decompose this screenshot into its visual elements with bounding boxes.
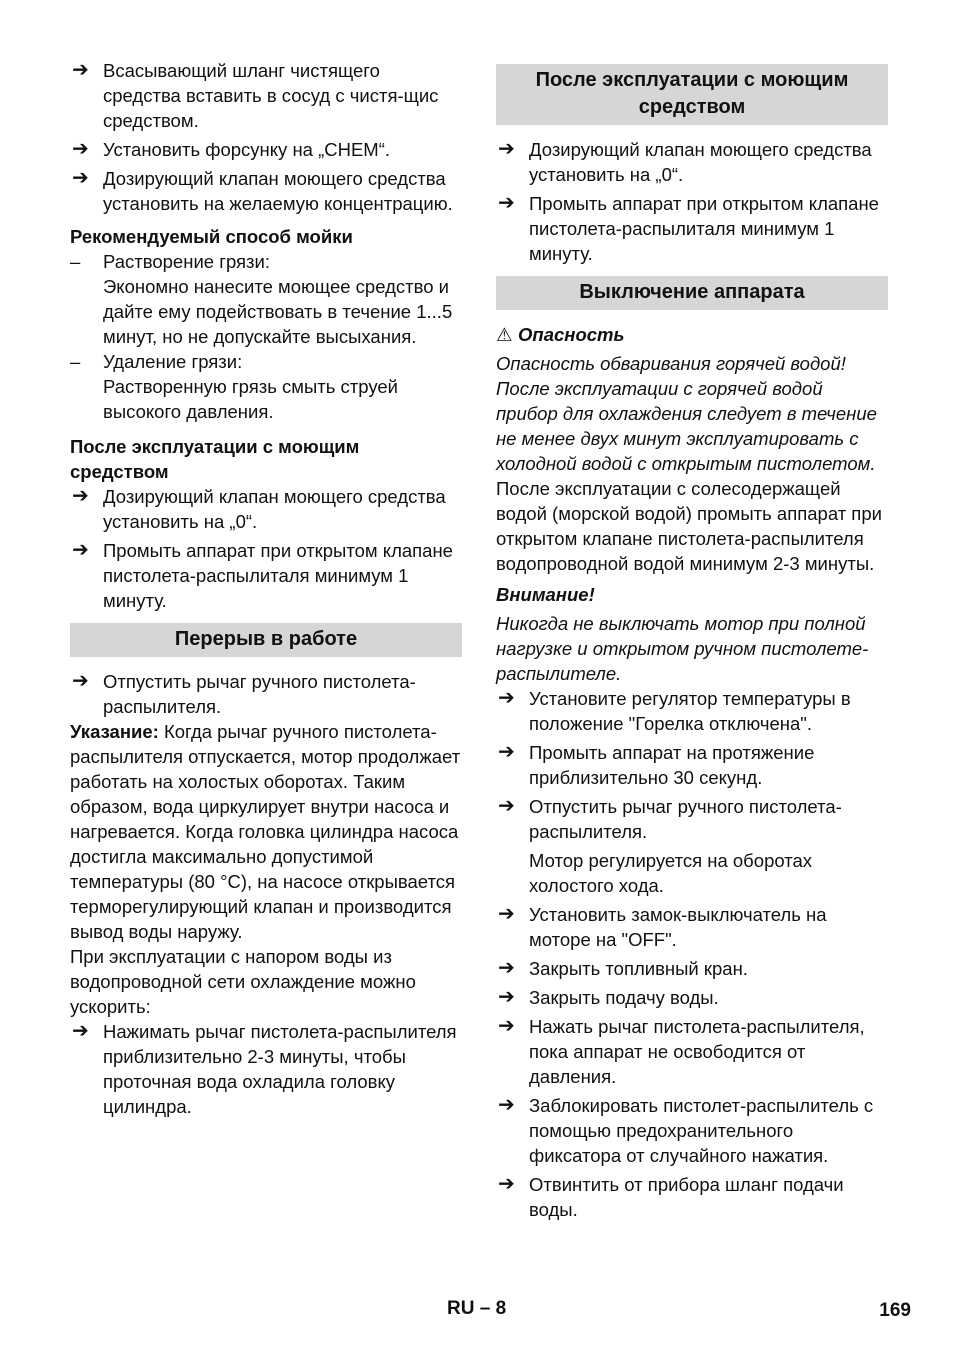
list-item: ➔ Установить замок-выключатель на моторе на "OFF". <box>498 903 827 950</box>
arrow-icon: ➔ <box>498 1094 515 1116</box>
list-item: ➔ Нажимать рычаг пистолета-распылителя приблизительно 2-3 минуты, чтобы проточная вода охладила головку цилиндра. <box>72 1020 457 1117</box>
list-item: ➔ Промыть аппарат при открытом клапане пистолета-распылиталя минимум 1 минуту. <box>498 192 879 264</box>
danger-text: Опасность обваривания горячей водой! После эксплуатации с горячей водой прибор для охлаждения следует в течение не менее двух минут эксплуатировать с холодной водой с открытым пистолетом. <box>496 353 877 474</box>
arrow-icon: ➔ <box>72 539 89 561</box>
list-item: ➔ Всасывающий шланг чистящего средства вставить в сосуд с чистя-щис средством. <box>72 59 439 131</box>
arrow-icon: ➔ <box>498 986 515 1008</box>
arrow-icon: ➔ <box>498 192 515 214</box>
list-item: ➔ Закрыть подачу воды. <box>498 986 719 1008</box>
arrow-icon: ➔ <box>498 687 515 709</box>
arrow-icon: ➔ <box>498 1015 515 1037</box>
list-item: ➔ Установите регулятор температуры в положение "Горелка отключена". <box>498 687 851 734</box>
list-item: ➔ Установить форсунку на „CHEM“. <box>72 138 391 160</box>
list-item: ➔ Отвинтить от прибора шланг подачи воды. <box>498 1173 844 1220</box>
arrow-icon: ➔ <box>72 138 89 160</box>
arrow-icon: ➔ <box>72 1020 89 1042</box>
attention-text: Никогда не выключать мотор при полной нагрузке и открытом ручном пистолете-распылителе. <box>496 613 869 684</box>
arrow-icon: ➔ <box>498 1173 515 1195</box>
list-item: ➔ Отпустить рычаг ручного пистолета-распылителя. <box>72 670 416 717</box>
cooling-paragraph: При эксплуатации с напором воды из водопроводной сети охлаждение можно ускорить: <box>70 946 416 1017</box>
note-paragraph: Указание: Когда рычаг ручного пистолета-распылителя отпускается, мотор продолжает работать на холостых оборотах. Таким образом, вода циркулирует внутри насоса и нагревается. Когда головка цилиндра насоса достигла максимально допустимой температуры (80 °C), на насосе открывается терморегулирующий клапан и производится вывод воды наружу. <box>70 721 461 942</box>
list-item: ➔ Заблокировать пистолет-распылитель с помощью предохранительного фиксатора от случайного нажатия. <box>498 1094 874 1166</box>
section-heading-break: Перерыв в работе <box>70 623 462 657</box>
left-column <box>70 58 462 1119</box>
arrow-icon: ➔ <box>72 167 89 189</box>
arrow-icon: ➔ <box>72 670 89 692</box>
dash-icon: – <box>70 351 81 372</box>
footer-language-page: RU – 8 <box>447 1298 507 1319</box>
list-item: ➔ Дозирующий клапан моющего средства установить на „0“. <box>498 138 872 185</box>
note-label: Указание: <box>70 721 159 742</box>
arrow-icon: ➔ <box>72 485 89 507</box>
attention-label: Внимание! <box>496 584 595 605</box>
step-description: Растворенную грязь смыть струей высокого давления. <box>103 376 399 422</box>
list-item: ➔ Нажать рычаг пистолета-распылителя, пока аппарат не освободится от давления. <box>498 1015 865 1087</box>
list-item: ➔ Дозирующий клапан моющего средства установить на желаемую концентрацию. <box>72 167 453 214</box>
step-description: Экономно нанесите моющее средство и дайте ему подействовать в течение 1...5 минут, но не допускайте высыхания. <box>103 276 453 347</box>
list-item: ➔ Промыть аппарат при открытом клапане пистолета-распылиталя минимум 1 минуту. <box>72 539 453 611</box>
warning-icon: ⚠ <box>496 324 513 345</box>
dash-icon: – <box>70 251 81 272</box>
arrow-icon: ➔ <box>498 903 515 925</box>
arrow-icon: ➔ <box>72 59 89 81</box>
motor-note: Мотор регулируется на оборотах холостого хода. <box>529 850 813 896</box>
arrow-icon: ➔ <box>498 795 515 817</box>
list-item: ➔ Закрыть топливный кран. <box>498 957 748 979</box>
list-item: ➔ Промыть аппарат на протяжение приблизительно 30 секунд. <box>498 741 815 788</box>
danger-heading: ⚠ Опасность <box>496 324 625 345</box>
wash-method-title: Рекомендуемый способ мойки <box>70 226 353 247</box>
list-item: ➔ Дозирующий клапан моющего средства установить на „0“. <box>72 485 446 532</box>
arrow-icon: ➔ <box>498 138 515 160</box>
right-column <box>496 64 888 1222</box>
list-item: – Удаление грязи: <box>70 351 243 372</box>
salt-water-paragraph: После эксплуатации с солесодержащей водой (морской водой) промыть аппарат при открытом клапане пистолета-распылителя водопроводной водой минимум 2-3 минуты. <box>496 478 882 574</box>
list-item: – Растворение грязи: <box>70 251 271 272</box>
after-use-title: После эксплуатации с моющим средством <box>70 436 360 482</box>
arrow-icon: ➔ <box>498 957 515 979</box>
arrow-icon: ➔ <box>498 741 515 763</box>
section-heading-after-use: После эксплуатации с моющим средством <box>496 64 888 125</box>
list-item: ➔ Отпустить рычаг ручного пистолета-распылителя. <box>498 795 842 842</box>
section-heading-switch-off: Выключение аппарата <box>496 276 888 310</box>
page-number: 169 <box>879 1300 911 1321</box>
